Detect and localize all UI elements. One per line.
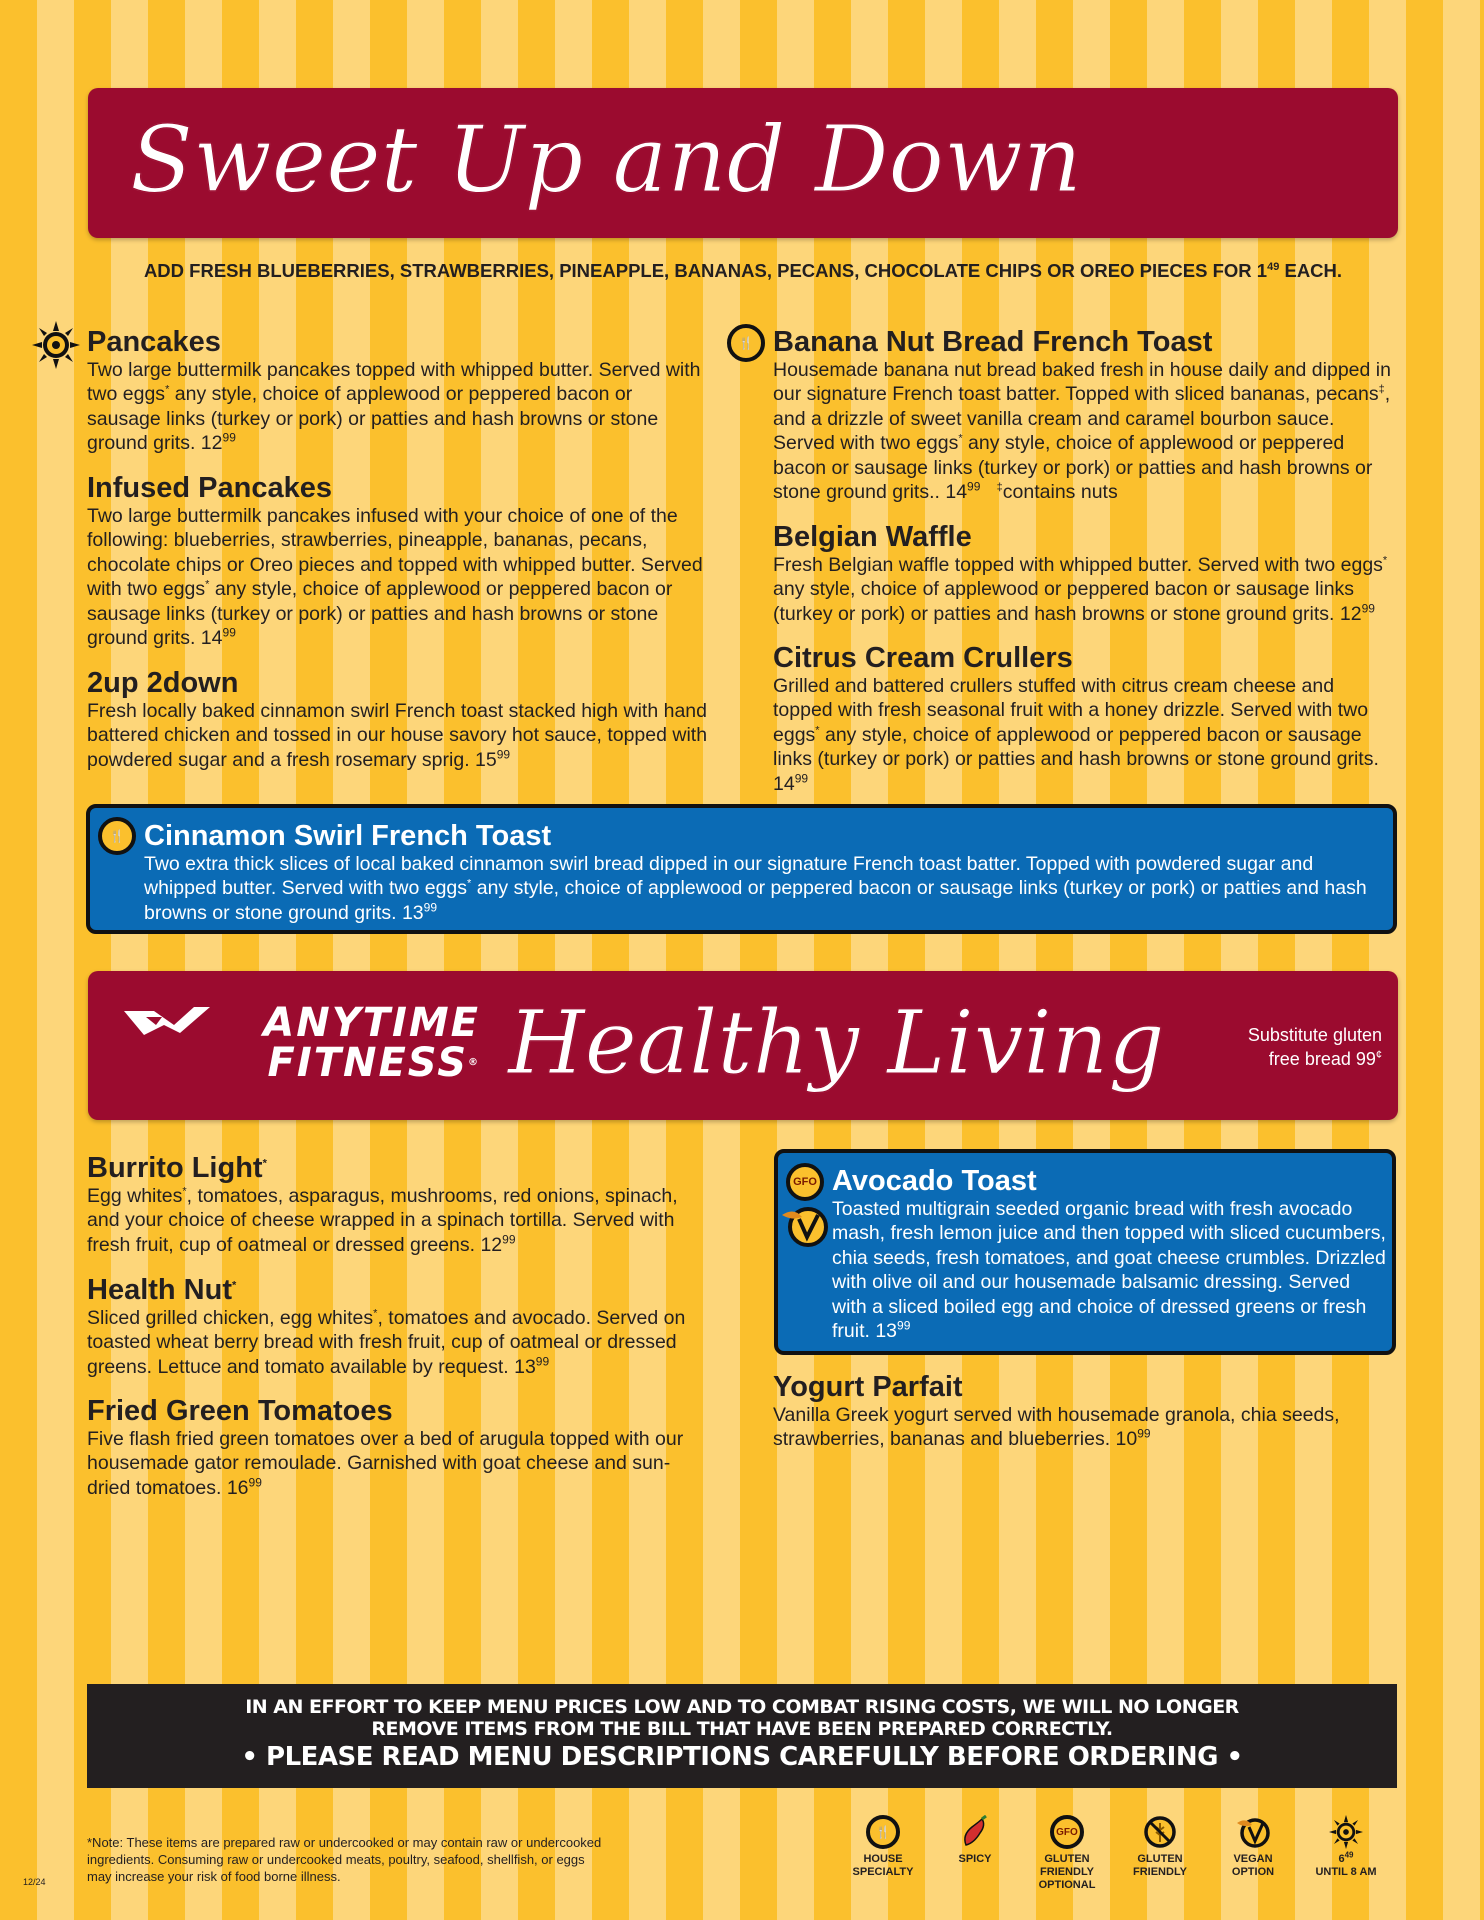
house-specialty-icon: 🍴	[727, 324, 765, 362]
wheat-crossed-icon	[1143, 1815, 1177, 1849]
menu-item-burrito-light	[87, 1152, 709, 1257]
legend-gluten-friendly: GLUTEN FRIENDLY	[1125, 1815, 1195, 1879]
item-description: Two large buttermilk pancakes infused with your choice of one of the following: blueberries, strawberries, pineapple, bananas, pecans, chocolate chips or Oreo pieces and topped with whipped butter. Served with two eggs* any style, choice of applewood or peppered bacon or sausage links (turkey or pork) or patties and hash browns or stone ground grits. $14^{99}$	[87, 505, 703, 650]
menu-item-fried-green-tomatoes	[87, 1395, 709, 1500]
menu-item-cinnamon-swirl-french-toast	[144, 820, 1384, 925]
healthy-living-banner	[88, 971, 1398, 1120]
item-description: Two large buttermilk pancakes topped with whipped butter. Served with two eggs* any style, choice of applewood or peppered bacon or sausage links (turkey or pork) or patties and hash browns or stone ground grits. $12^{99}$	[87, 359, 701, 455]
item-description: Grilled and battered crullers stuffed with citrus cream cheese and topped with fresh seasonal fruit with a honey drizzle. Served with two eggs* any style, choice of applewood or peppered bacon or sausage links (turkey or pork) or patties and hash browns or stone ground grits. $14^{99}$	[773, 675, 1379, 795]
sun-icon	[32, 321, 80, 369]
item-description: Toasted multigrain seeded organic bread with fresh avocado mash, fresh lemon juice and then topped with sliced cucumbers, chia seeds, fresh tomatoes, and goat cheese crumbles. Drizzled with olive oil and our housemade balsamic dressing. Served with a sliced boiled egg and choice of dressed greens or fresh fruit. $13^{99}$	[832, 1198, 1386, 1343]
menu-item-health-nut	[87, 1274, 709, 1379]
gfo-icon: GFO	[1050, 1815, 1084, 1849]
item-description: Vanilla Greek yogurt served with housemade granola, chia seeds, strawberries, bananas and blueberries. $10^{99}$	[773, 1404, 1340, 1451]
section-title: Sweet Up and Down	[130, 106, 1082, 213]
gfo-icon: GFO	[786, 1163, 824, 1201]
item-description: Housemade banana nut bread baked fresh in house daily and dipped in our signature French toast batter. Topped with sliced bananas, pecans‡, and a drizzle of sweet vanilla cream and caramel bourbon sauce. Served with two eggs* any style, choice of applewood or peppered bacon or sausage links (turkey or pork) or patties and hash browns or stone ground grits.. $14^{99}$ ‡contains nuts	[773, 359, 1391, 504]
featured-avocado-toast-box	[774, 1149, 1396, 1355]
legend-gluten-friendly-optional: GFO GLUTEN FRIENDLY OPTIONAL	[1032, 1815, 1102, 1892]
item-name: Banana Nut Bread French Toast	[773, 326, 1213, 358]
item-name: 2up 2down	[87, 667, 239, 699]
legend-house-specialty: 🍴 HOUSE SPECIALTY	[848, 1815, 918, 1879]
item-name: Yogurt Parfait	[773, 1371, 963, 1403]
sun-icon	[1329, 1815, 1363, 1849]
menu-item-belgian-waffle	[773, 521, 1395, 626]
item-name: Citrus Cream Crullers	[773, 642, 1073, 674]
item-description: Egg whites*, tomatoes, asparagus, mushrooms, red onions, spinach, and your choice of cheese wrapped in a spinach tortilla. Served with fresh fruit, cup of oatmeal or dressed greens. $12^{99}$	[87, 1185, 678, 1256]
item-name: Belgian Waffle	[773, 521, 972, 553]
section-title: Healthy Living	[508, 991, 1165, 1094]
menu-item-pancakes	[87, 326, 709, 456]
notice-line-3: • PLEASE READ MENU DESCRIPTIONS CAREFULLY BEFORE ORDERING •	[241, 1742, 1243, 1772]
menu-item-2up-2down	[87, 667, 709, 772]
house-specialty-icon: 🍴	[866, 1815, 900, 1849]
gluten-free-bread-note: Substitute gluten free bread 99¢	[1247, 1025, 1382, 1069]
item-description: Sliced grilled chicken, egg whites*, tomatoes and avocado. Served on toasted wheat berry bread with fresh fruit, cup of oatmeal or dressed greens. Lettuce and tomato available by request. $13^{99}$	[87, 1307, 686, 1378]
legend-spicy: SPICY	[950, 1815, 1000, 1866]
notice-line-2: REMOVE ITEMS FROM THE BILL THAT HAVE BEEN PREPARED CORRECTLY.	[371, 1718, 1113, 1740]
item-name: Health Nut*	[87, 1274, 237, 1306]
notice-line-1: IN AN EFFORT TO KEEP MENU PRICES LOW AND TO COMBAT RISING COSTS, WE WILL NO LONGER	[245, 1696, 1239, 1718]
legend-early-bird: $6^{49}$ UNTIL 8 AM	[1306, 1815, 1386, 1879]
menu-item-avocado-toast	[832, 1165, 1386, 1343]
item-name: Avocado Toast	[832, 1165, 1037, 1197]
sweet-up-and-down-banner	[88, 88, 1398, 238]
raw-food-disclaimer: *Note: These items are prepared raw or undercooked or may contain raw or undercooked ingredients. Consuming raw or undercooked meats, poultry, seafood, shellfish, or eggs may increase your risk of food borne illness.	[87, 1835, 602, 1884]
legend-vegan-option: VEGAN OPTION	[1218, 1815, 1288, 1879]
menu-item-infused-pancakes	[87, 472, 709, 650]
item-name: Infused Pancakes	[87, 472, 332, 504]
item-description: Fresh locally baked cinnamon swirl French toast stacked high with hand battered chicken and tossed in our house savory hot sauce, topped with powdered sugar and a fresh rosemary sprig. $15^{99}$	[87, 700, 708, 771]
item-description: Fresh Belgian waffle topped with whipped butter. Served with two eggs* any style, choice of applewood or peppered bacon or sausage links (turkey or pork) or patties and hash browns or stone ground grits. $12^{99}$	[773, 554, 1388, 625]
item-name: Pancakes	[87, 326, 221, 358]
chili-pepper-icon	[958, 1815, 992, 1849]
menu-item-banana-nut-bread-french-toast	[773, 326, 1395, 504]
anytime-fitness-logo: ANYTIME FITNESS®	[263, 1000, 480, 1086]
addon-note: ADD FRESH BLUEBERRIES, STRAWBERRIES, PINEAPPLE, BANANAS, PECANS, CHOCOLATE CHIPS OR OREO PIECES FOR $1^{49}$ EACH.	[143, 260, 1343, 281]
featured-cinnamon-swirl-box	[86, 804, 1397, 934]
menu-item-citrus-cream-crullers	[773, 642, 1395, 796]
pricing-notice-bar	[87, 1684, 1397, 1788]
item-description: Five flash fried green tomatoes over a bed of arugula topped with our housemade gator remoulade. Garnished with goat cheese and sun-dried tomatoes. $16^{99}$	[87, 1428, 684, 1499]
item-name: Fried Green Tomatoes	[87, 1395, 393, 1427]
menu-item-yogurt-parfait	[773, 1371, 1403, 1452]
house-specialty-icon: 🍴	[98, 817, 136, 855]
leaf-check-icon	[780, 1205, 828, 1247]
date-code: 12/24	[23, 1877, 46, 1887]
leaf-check-icon	[1236, 1815, 1270, 1849]
item-description: Two extra thick slices of local baked cinnamon swirl bread dipped in our signature French toast batter. Topped with powdered sugar and whipped butter. Served with two eggs* any style, choice of applewood or peppered bacon or sausage links (turkey or pork) or patties and hash browns or stone ground grits. $13^{99}$	[144, 853, 1367, 924]
item-name: Cinnamon Swirl French Toast	[144, 820, 552, 852]
item-name: Burrito Light*	[87, 1152, 267, 1184]
